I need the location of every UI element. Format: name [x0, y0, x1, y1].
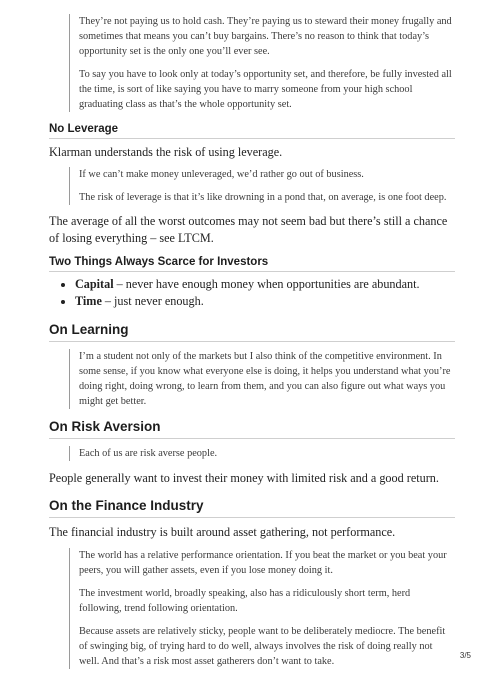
- quote-paragraph: Each of us are risk averse people.: [79, 448, 218, 459]
- quote-paragraph: They’re not paying us to hold cash. They’re paying us to steward their money frugally and sometimes that means you can’t buy bargains. There’s no reason to think that today’s opportunity set is the only one you’ll ever see.: [79, 16, 452, 57]
- paragraph-leverage-intro: Klarman understands the risk of using leverage.: [49, 145, 283, 159]
- paragraph-risk: People generally want to invest their money with limited risk and a good return.: [49, 471, 439, 485]
- quote-paragraph: The risk of leverage is that it’s like drowning in a pond that, on average, is one foot deep.: [79, 192, 447, 203]
- list-item-term: Capital: [75, 277, 114, 291]
- paragraph-finance-intro: The financial industry is built around asset gathering, not performance.: [49, 525, 396, 539]
- blockquote-learning: [69, 349, 455, 409]
- quote-paragraph: The investment world, broadly speaking, also has a ridiculously short term, herd following, trend following orientation.: [79, 588, 411, 614]
- scarce-list: [49, 276, 455, 310]
- quote-paragraph: I’m a student not only of the markets but I also think of the competitive environment. In some sense, if you know what everyone else is doing, it helps you understand what you’re doing right, doing wrong, to learn from them, and you can also figure out what ways you might get better.: [79, 351, 451, 407]
- article-content: [49, 14, 455, 669]
- quote-paragraph: To say you have to look only at today’s opportunity set, and therefore, be fully invested all the time, is sort of like saying you have to marry someone from your high school graduating class as that’s the whole opportunity set.: [79, 69, 452, 110]
- paragraph-ltcm: The average of all the worst outcomes may not seem bad but there’s still a chance of losing everything – see LTCM.: [49, 214, 448, 245]
- blockquote-opportunity-set: [69, 14, 455, 112]
- list-item-text: – never have enough money when opportunities are abundant.: [113, 277, 420, 291]
- quote-paragraph: The world has a relative performance orientation. If you beat the market or you beat your peers, you will gather assets, even if you lose money doing it.: [79, 550, 447, 576]
- heading-no-leverage: No Leverage: [49, 123, 455, 139]
- blockquote-finance: [69, 548, 455, 669]
- heading-finance-industry: On the Finance Industry: [49, 498, 455, 518]
- list-item: [75, 276, 455, 293]
- list-item: [75, 293, 455, 310]
- heading-learning: On Learning: [49, 322, 455, 342]
- heading-scarce: Two Things Always Scarce for Investors: [49, 256, 455, 272]
- page-number: 3/5: [459, 651, 471, 660]
- list-item-term: Time: [75, 294, 102, 308]
- blockquote-risk: [69, 446, 455, 461]
- heading-risk-aversion: On Risk Aversion: [49, 419, 455, 439]
- quote-paragraph: If we can’t make money unleveraged, we’d rather go out of business.: [79, 169, 364, 180]
- list-item-text: – just never enough.: [101, 294, 204, 308]
- blockquote-leverage: [69, 167, 455, 205]
- quote-paragraph: Because assets are relatively sticky, people want to be deliberately mediocre. The benefit of swinging big, of trying hard to do well, always involves the risk of doing really not well. And that’s a risk most asset gatherers don’t want to take.: [79, 626, 446, 667]
